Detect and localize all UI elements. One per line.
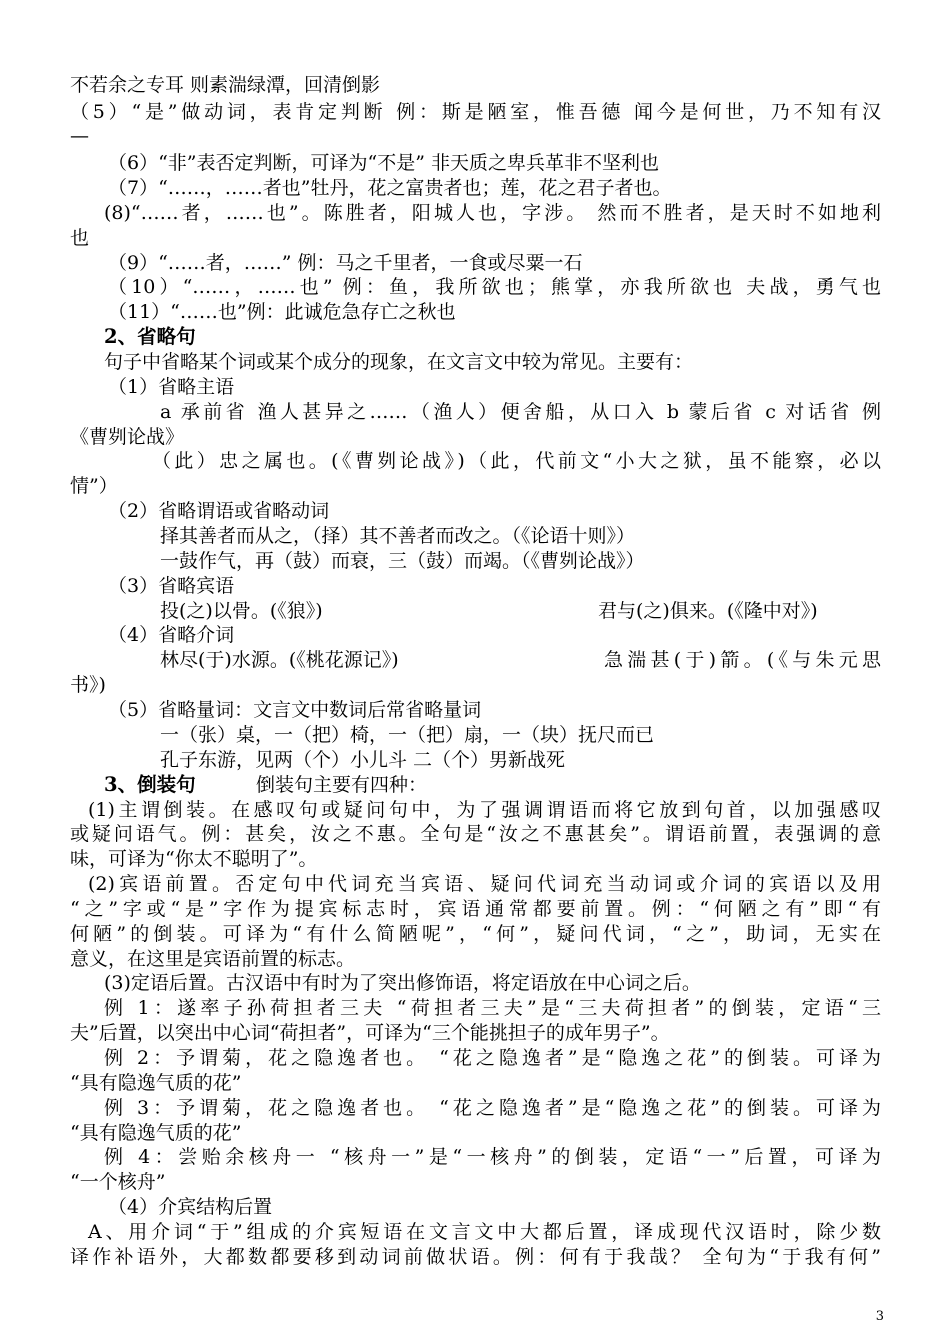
text-line: 例 4：尝贻余核舟一 “核舟一”是“一核舟”的倒装，定语“一”后置，可译为 [104, 1146, 881, 1168]
section-heading: 3、倒装句 [104, 773, 196, 796]
section-heading: 2、省略句 [104, 325, 196, 348]
text-line: 例 2：予谓菊，花之隐逸者也。 “花之隐逸者”是“隐逸之花”的倒装。可译为 [104, 1047, 881, 1069]
text-line: 择其善者而从之，（择）其不善者而改之。（《论语十则》） [160, 525, 636, 547]
text-line: (8)“……者，……也”。陈胜者，阳城人也，字涉。 然而不胜者，是天时不如地利 [104, 202, 881, 224]
text-line: a 承前省 渔人甚异之……（渔人）便舍船，从口入 b 蒙后省 c 对话省 例 [160, 401, 881, 423]
text-line: 不若余之专耳 则素湍绿潭，回清倒影 [70, 74, 381, 96]
text-line: 译作补语外，大都数都要移到动词前做状语。例：何有于我哉？ 全句为“于我有何” [70, 1246, 881, 1268]
text-line: （1）省略主语 [108, 376, 235, 398]
text-line: 句子中省略某个词或某个成分的现象，在文言文中较为常见。主要有： [104, 351, 694, 373]
text-line: 何陋”的倒装。可译为“有什么简陋呢”，“何”，疑问代词，“之”，助词，无实在 [70, 923, 881, 945]
text-line: （5）“是”做动词，表肯定判断 例：斯是陋室，惟吾德 闻今是何世，乃不知有汉 [70, 101, 881, 123]
text-line: 林尽(于)水源。(《桃花源记》) [160, 649, 399, 671]
text-line: “具有隐逸气质的花” [70, 1072, 242, 1094]
text-line: 例 1：遂率子孙荷担者三夫 “荷担者三夫”是“三夫荷担者”的倒装，定语“三 [104, 997, 881, 1019]
text-line: （4）省略介词 [108, 624, 235, 646]
text-line: A、用介词“于”组成的介宾短语在文言文中大都后置，译成现代汉语时，除少数 [88, 1221, 881, 1243]
text-line: （6）“非”表否定判断，可译为“不是” 非天质之卑兵革非不坚利也 [108, 152, 659, 174]
text-line: 味，可译为“你太不聪明了”。 [70, 848, 318, 870]
text-line: （5）省略量词：文言文中数词后常省略量词 [108, 699, 482, 721]
page-number: 3 [875, 1309, 884, 1324]
text-line: 书》) [70, 674, 106, 696]
text-line: （此）忠之属也。(《曹刿论战》)（此，代前文“小大之狱，虽不能察，必以 [152, 450, 881, 472]
text-line: （4）介宾结构后置 [108, 1196, 273, 1218]
text-line: （3）省略宾语 [108, 575, 235, 597]
text-line: 急湍甚(于)箭。(《与朱元思 [604, 649, 881, 671]
text-line: 投(之)以骨。(《狼》) [160, 600, 323, 622]
text-line: （10）“……，……也” 例：鱼，我所欲也；熊掌，亦我所欲也 夫战，勇气也 [108, 276, 881, 298]
text-line: (2)宾语前置。否定句中代词充当宾语、疑问代词充当动词或介词的宾语以及用 [88, 873, 881, 895]
text-line: 也 [70, 227, 90, 249]
text-line: 夫”后置，以突出中心词“荷担者”，可译为“三个能挑担子的成年男子”。 [70, 1022, 670, 1044]
text-line: 《曹刿论战》 [70, 426, 185, 448]
text-line: 君与(之)俱来。(《隆中对》) [598, 600, 818, 622]
text-line: （9）“……者，……” 例：马之千里者，一食或尽粟一石 [108, 252, 583, 274]
text-line: “一个核舟” [70, 1171, 166, 1193]
text-line: 例 3：予谓菊，花之隐逸者也。 “花之隐逸者”是“隐逸之花”的倒装。可译为 [104, 1097, 881, 1119]
text-line: (3)定语后置。古汉语中有时为了突出修饰语，将定语放在中心词之后。 [104, 972, 701, 994]
text-line: 意义，在这里是宾语前置的标志。 [70, 948, 356, 970]
text-line: 孔子东游，见两（个）小儿斗 二（个）男新战死 [160, 749, 566, 771]
text-line: 一（张）桌，一（把）椅，一（把）扇，一（块）抚尺而已 [160, 724, 655, 746]
text-line: 或疑问语气。例：甚矣，汝之不惠。全句是“汝之不惠甚矣”。谓语前置，表强调的意 [70, 823, 881, 845]
text-line: “之”字或“是”字作为提宾标志时，宾语通常都要前置。例：“何陋之有”即“有 [70, 898, 881, 920]
text-line: 一鼓作气，再（鼓）而衰，三（鼓）而竭。（《曹刿论战》） [160, 550, 645, 572]
text-line: (1)主谓倒装。在感叹句或疑问句中，为了强调谓语而将它放到句首，以加强感叹 [88, 799, 881, 821]
text-line: 情”） [70, 475, 118, 497]
text-line: — [70, 125, 89, 147]
text-line: （7）“……，……者也”牡丹，花之富贵者也；莲，花之君子者也。 [108, 177, 672, 199]
text-line: （2）省略谓语或省略动词 [108, 500, 330, 522]
text-line: （11）“……也”例：此诚危急存亡之秋也 [108, 301, 456, 323]
text-line: 倒装句主要有四种： [256, 774, 428, 796]
text-line: “具有隐逸气质的花” [70, 1122, 242, 1144]
